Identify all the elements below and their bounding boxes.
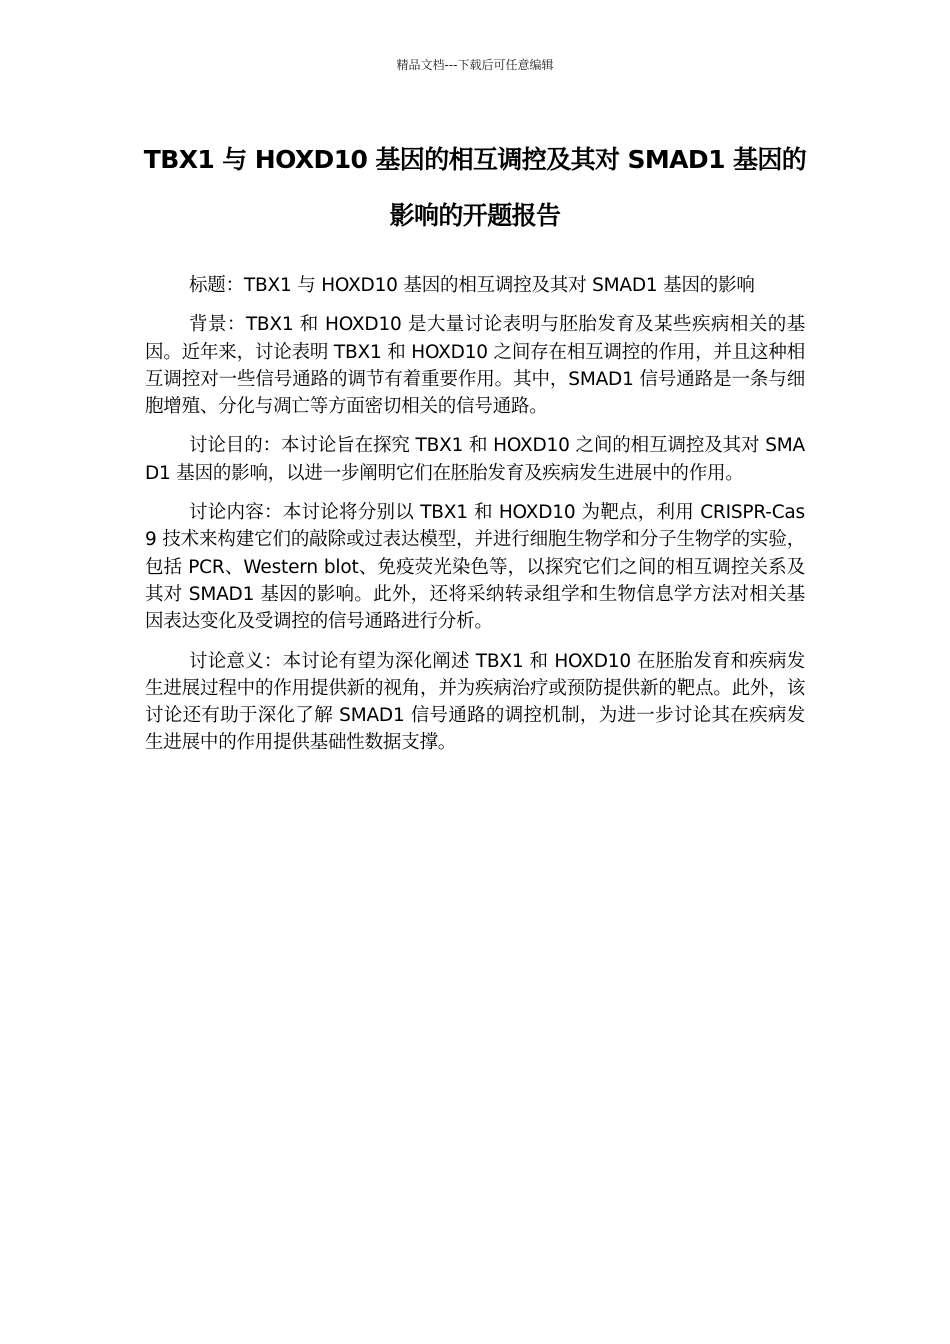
paragraph-title: 标题：TBX1 与 HOXD10 基因的相互调控及其对 SMAD1 基因的影响 <box>189 275 755 296</box>
document-title: TBX1 与 HOXD10 基因的相互调控及其对 SMAD1 基因的影响的开题报告 <box>143 145 807 230</box>
header-note: 精品文档---下载后可任意编辑 <box>396 58 554 72</box>
paragraph-background: 背景：TBX1 和 HOXD10 是大量讨论表明与胚胎发育及某些疾病相关的基因。近年来，讨论表明 TBX1 和 HOXD10 之间存在相互调控的作用，并且这种相互调控对一些信号通路的调节有着重要作用。其中，SMAD1 信号通路是一条与细胞增殖、分化与凋亡等方面密切相关的信号通路。 <box>145 314 805 418</box>
paragraph-content: 讨论内容：本讨论将分别以 TBX1 和 HOXD10 为靶点，利用 CRISPR-Cas9 技术来构建它们的敲除或过表达模型，并进行细胞生物学和分子生物学的实验，包括 PCR、Western blot、免疫荧光染色等，以探究它们之间的相互调控关系及其对 SMAD1 基因的影响。此外，还将采纳转录组学和生物信息学方法对相关基因表达变化及受调控的信号通路进行分析。 <box>145 502 805 633</box>
document-body <box>145 272 805 769</box>
paragraph-significance: 讨论意义：本讨论有望为深化阐述 TBX1 和 HOXD10 在胚胎发育和疾病发生进展过程中的作用提供新的视角，并为疾病治疗或预防提供新的靶点。此外，该讨论还有助于深化了解 SMAD1 信号通路的调控机制，为进一步讨论其在疾病发生进展中的作用提供基础性数据支撑。 <box>145 650 805 754</box>
paragraph-purpose: 讨论目的：本讨论旨在探究 TBX1 和 HOXD10 之间的相互调控及其对 SMAD1 基因的影响，以进一步阐明它们在胚胎发育及疾病发生进展中的作用。 <box>145 435 805 484</box>
